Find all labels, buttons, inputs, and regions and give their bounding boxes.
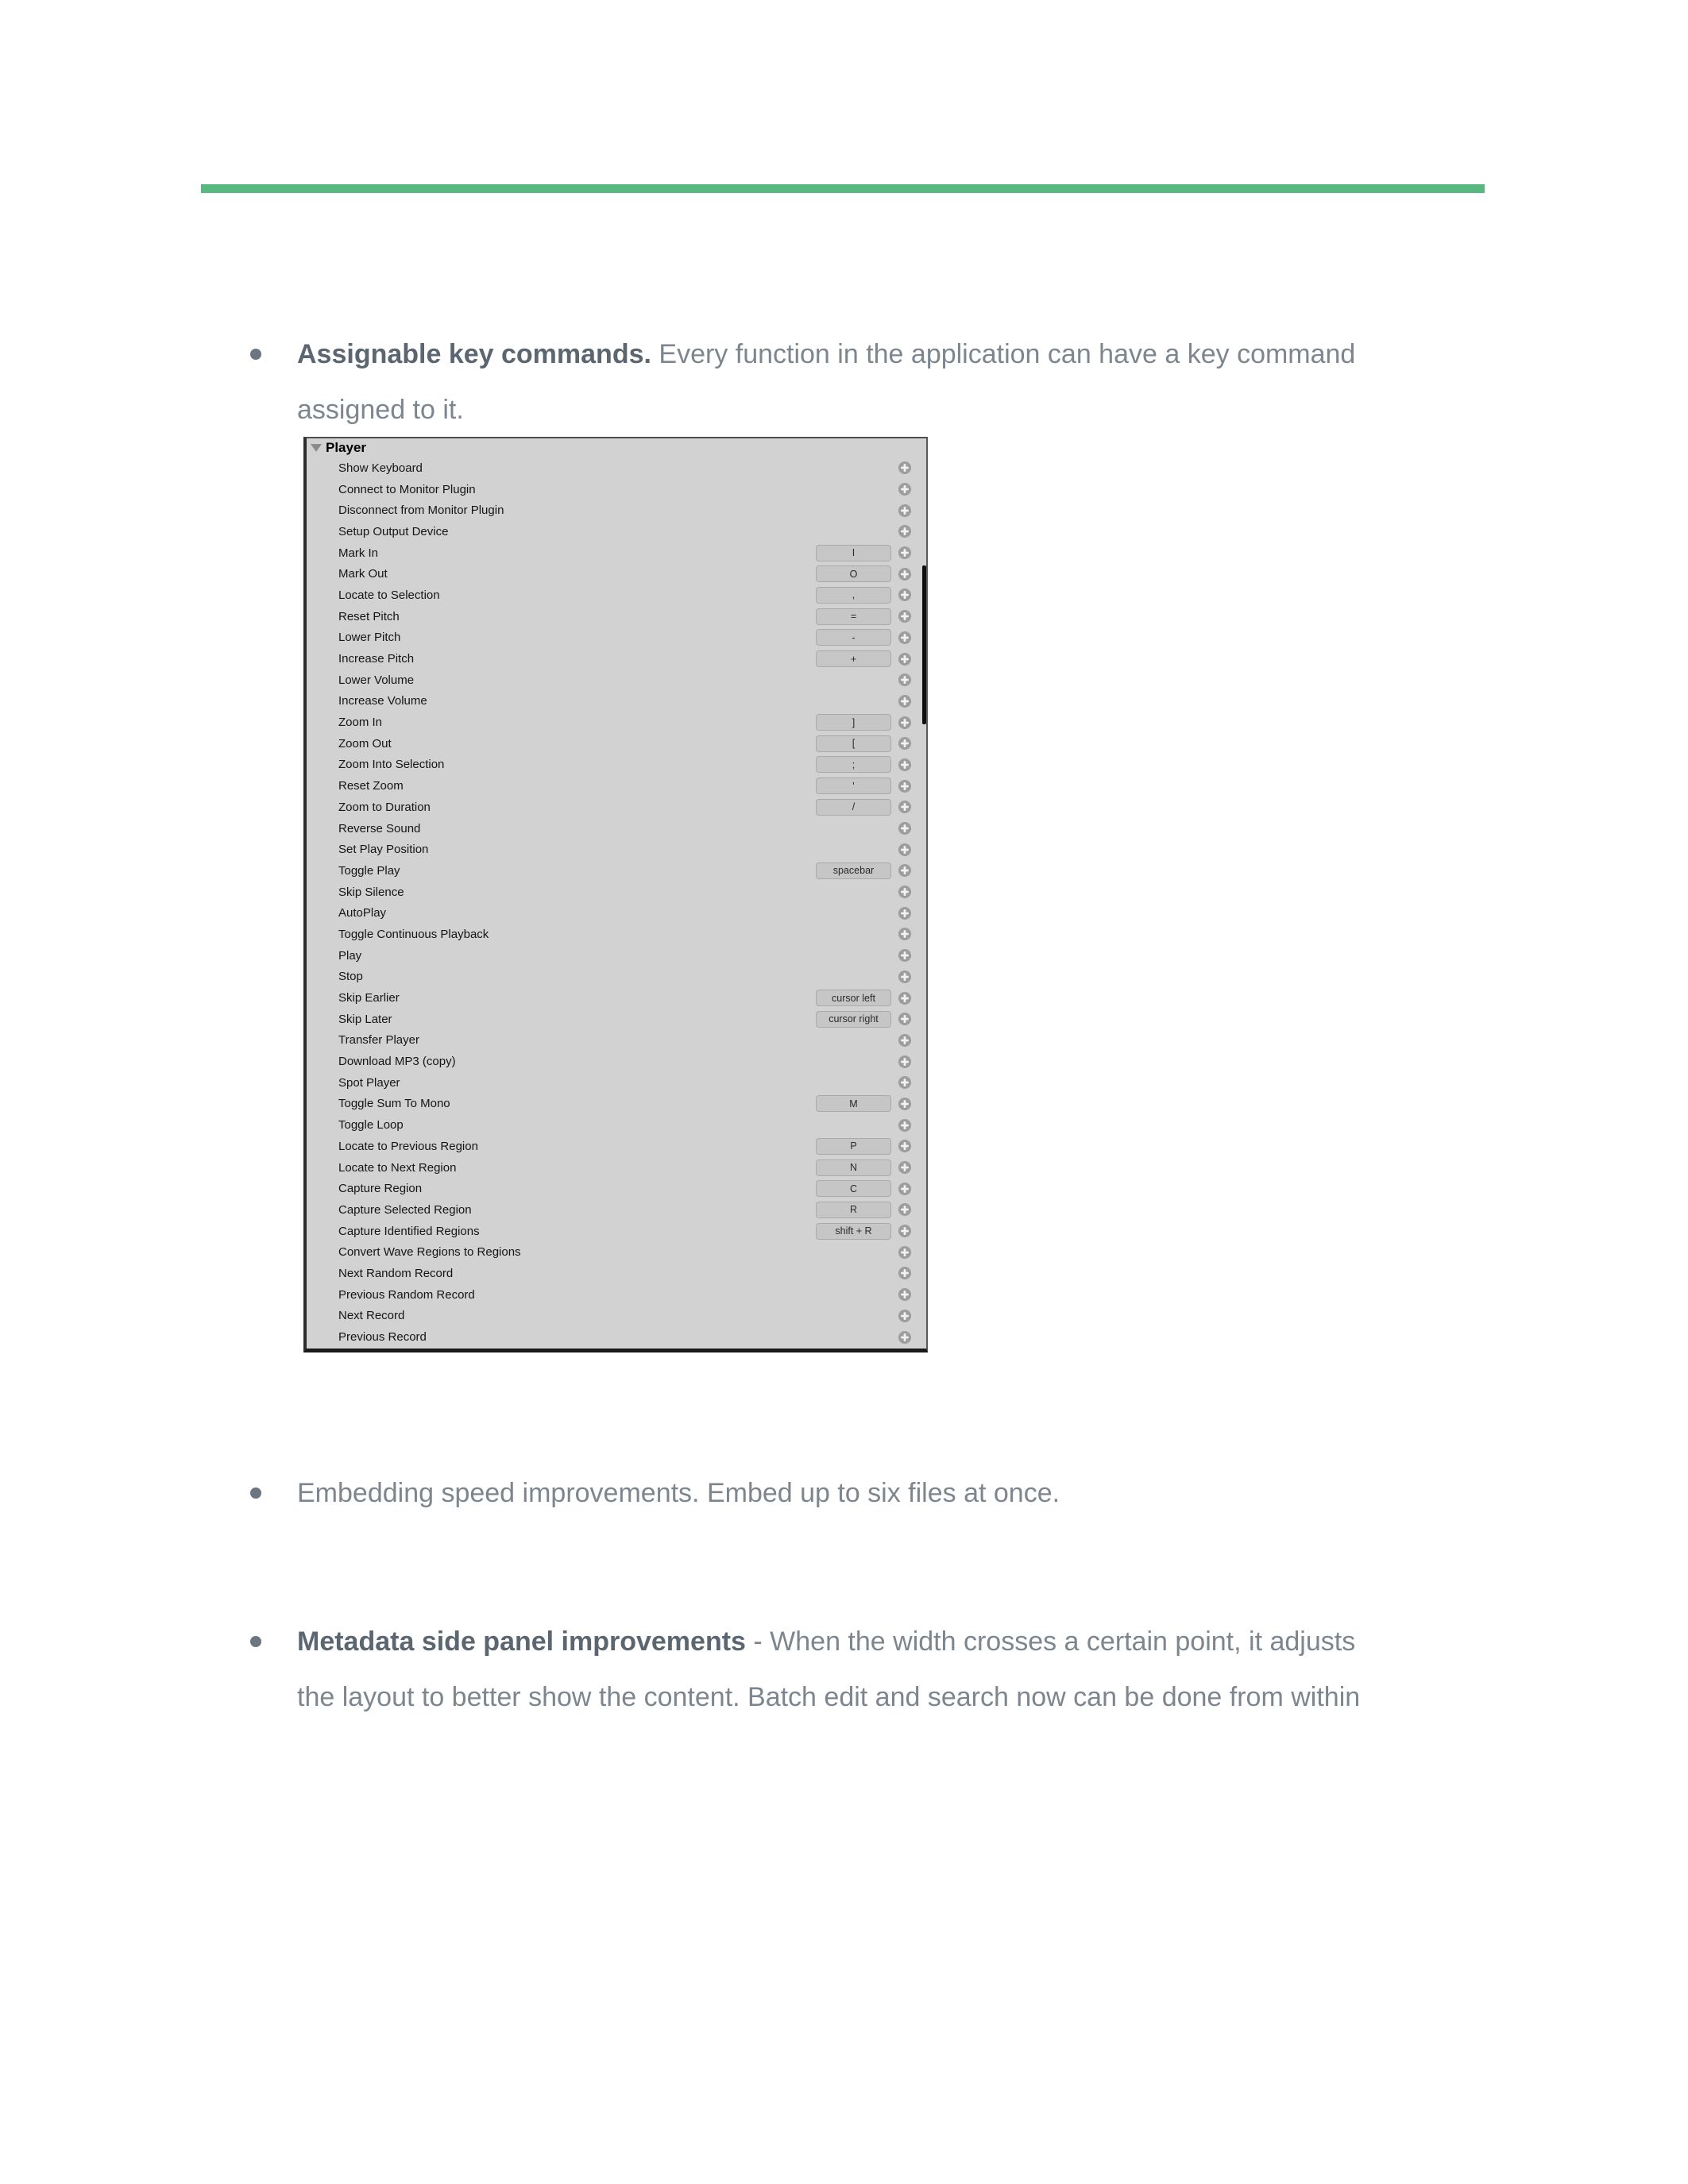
key-badge[interactable]: spacebar [816, 862, 891, 879]
key-command-row[interactable] [307, 1009, 926, 1030]
disclosure-triangle-icon[interactable] [311, 444, 322, 452]
key-command-label: Set Play Position [338, 843, 429, 857]
key-command-row[interactable] [307, 733, 926, 754]
key-command-row[interactable] [307, 691, 926, 712]
plus-circle-icon [898, 843, 911, 856]
key-command-row[interactable] [307, 1221, 926, 1242]
plus-circle-icon [898, 970, 911, 983]
key-command-row[interactable] [307, 1094, 926, 1115]
key-command-row[interactable] [307, 775, 926, 797]
key-badge[interactable]: ] [816, 714, 891, 731]
key-command-row[interactable] [307, 1051, 926, 1072]
key-command-label: Spot Player [338, 1075, 400, 1090]
key-badge[interactable]: P [816, 1138, 891, 1155]
key-command-label: Toggle Loop [338, 1118, 404, 1133]
plus-circle-icon [898, 483, 911, 496]
add-key-command-button[interactable] [898, 568, 911, 581]
key-command-label: Capture Region [338, 1182, 423, 1196]
key-command-row[interactable] [307, 1178, 926, 1199]
key-command-row[interactable] [307, 712, 926, 733]
bullet-line: Embedding speed improvements. Embed up to six files at once. [297, 1478, 1060, 1508]
add-key-command-button[interactable] [898, 461, 911, 474]
key-command-row[interactable] [307, 1136, 926, 1157]
plus-circle-icon [898, 546, 911, 559]
key-command-row[interactable] [307, 797, 926, 818]
key-command-label: Reset Zoom [338, 779, 404, 793]
key-badge[interactable]: shift + R [816, 1223, 891, 1240]
key-command-row[interactable] [307, 1263, 926, 1284]
key-badge[interactable]: I [816, 545, 891, 561]
add-key-command-button[interactable] [898, 588, 911, 601]
key-badge[interactable]: R [816, 1202, 891, 1218]
add-key-command-button[interactable] [898, 546, 911, 559]
key-command-row[interactable] [307, 585, 926, 606]
key-command-row[interactable] [307, 521, 926, 542]
bullet-icon [250, 1636, 261, 1647]
key-badge[interactable]: M [816, 1095, 891, 1112]
plus-circle-icon [898, 886, 911, 898]
key-command-row[interactable] [307, 902, 926, 924]
key-command-label: Zoom to Duration [338, 800, 431, 814]
key-command-row[interactable] [307, 1306, 926, 1327]
key-command-label: Next Random Record [338, 1266, 454, 1280]
plus-circle-icon [898, 864, 911, 877]
key-command-label: Locate to Selection [338, 588, 440, 602]
plus-circle-icon [898, 1055, 911, 1068]
add-key-command-button[interactable] [898, 483, 911, 496]
plus-circle-icon [898, 907, 911, 920]
plus-circle-icon [898, 716, 911, 729]
key-command-label: Show Keyboard [338, 461, 423, 475]
plus-circle-icon [898, 1140, 911, 1152]
key-command-label: Skip Later [338, 1012, 392, 1026]
key-command-label: Lower Pitch [338, 631, 401, 645]
key-badge[interactable]: = [816, 608, 891, 625]
key-command-label: Locate to Next Region [338, 1160, 457, 1175]
plus-circle-icon [898, 631, 911, 644]
key-command-label: Zoom In [338, 716, 383, 730]
key-badge[interactable]: , [816, 587, 891, 604]
key-command-label: Setup Output Device [338, 524, 449, 538]
key-command-row[interactable] [307, 1157, 926, 1179]
key-command-label: Zoom Out [338, 736, 392, 751]
bullet-bold-text: Metadata side panel improvements [297, 1626, 746, 1657]
plus-circle-icon [898, 1161, 911, 1174]
key-command-row[interactable] [307, 627, 926, 649]
key-command-label: Capture Selected Region [338, 1202, 472, 1217]
key-command-label: Skip Earlier [338, 991, 400, 1005]
add-key-command-button[interactable] [898, 1119, 911, 1132]
add-key-command-button[interactable] [898, 1140, 911, 1152]
key-command-label: Mark In [338, 546, 379, 560]
add-key-command-button[interactable] [898, 1076, 911, 1089]
bullet-item-embedding-speed [250, 1465, 1497, 1521]
bullet-item-key-commands [250, 326, 1497, 438]
plus-circle-icon [898, 568, 911, 581]
bullet-text [297, 1465, 1497, 1521]
add-key-command-button[interactable] [898, 610, 911, 623]
key-command-row[interactable] [307, 839, 926, 860]
plus-circle-icon [898, 653, 911, 666]
plus-circle-icon [898, 1225, 911, 1237]
bullet-line [297, 1614, 1497, 1669]
key-badge[interactable]: cursor left [816, 990, 891, 1006]
key-command-label: Skip Silence [338, 885, 404, 899]
plus-circle-icon [898, 758, 911, 771]
bullet-text [297, 326, 1497, 438]
key-command-row[interactable] [307, 457, 926, 479]
key-command-label: Disconnect from Monitor Plugin [338, 504, 504, 518]
key-command-rows [307, 457, 926, 1348]
key-command-label: Capture Identified Regions [338, 1224, 480, 1238]
bullet-line: assigned to it. [297, 395, 464, 425]
key-command-label: Locate to Previous Region [338, 1139, 478, 1153]
key-command-label: Toggle Sum To Mono [338, 1097, 450, 1111]
plus-circle-icon [898, 1310, 911, 1322]
add-key-command-button[interactable] [898, 822, 911, 835]
add-key-command-button[interactable] [898, 992, 911, 1005]
key-badge[interactable]: ; [816, 756, 891, 773]
add-key-command-button[interactable] [898, 631, 911, 644]
bullet-item-metadata-panel [250, 1614, 1497, 1725]
key-badge[interactable]: [ [816, 735, 891, 752]
key-badge[interactable]: C [816, 1180, 891, 1197]
key-command-row[interactable] [307, 987, 926, 1009]
key-badge[interactable]: O [816, 565, 891, 582]
bullet-line [297, 326, 1497, 382]
key-command-label: Next Record [338, 1309, 405, 1323]
plus-circle-icon [898, 1119, 911, 1132]
panel-header [307, 438, 926, 457]
key-command-label: Previous Random Record [338, 1287, 475, 1302]
plus-circle-icon [898, 801, 911, 813]
plus-circle-icon [898, 461, 911, 474]
key-command-label: Previous Record [338, 1330, 427, 1345]
bullet-regular-text: Every function in the application can have a key command [651, 339, 1356, 369]
add-key-command-button[interactable] [898, 1288, 911, 1301]
key-command-row[interactable] [307, 967, 926, 988]
key-command-row[interactable] [307, 563, 926, 585]
plus-circle-icon [898, 610, 911, 623]
key-command-label: Download MP3 (copy) [338, 1055, 456, 1069]
add-key-command-button[interactable] [898, 1183, 911, 1195]
plus-circle-icon [898, 928, 911, 940]
plus-circle-icon [898, 1288, 911, 1301]
plus-circle-icon [898, 504, 911, 517]
plus-circle-icon [898, 673, 911, 686]
key-command-label: Mark Out [338, 567, 388, 581]
key-command-row[interactable] [307, 669, 926, 691]
key-command-label: Stop [338, 970, 363, 984]
plus-circle-icon [898, 1076, 911, 1089]
plus-circle-icon [898, 695, 911, 708]
add-key-command-button[interactable] [898, 864, 911, 877]
key-command-row[interactable] [307, 924, 926, 945]
add-key-command-button[interactable] [898, 1246, 911, 1259]
bullet-regular-text: - When the width crosses a certain point, it adjusts [745, 1626, 1356, 1657]
add-key-command-button[interactable] [898, 1034, 911, 1047]
add-key-command-button[interactable] [898, 843, 911, 856]
plus-circle-icon [898, 1098, 911, 1110]
key-badge[interactable]: ' [816, 778, 891, 794]
key-badge[interactable]: N [816, 1160, 891, 1176]
add-key-command-button[interactable] [898, 1013, 911, 1025]
key-command-row[interactable] [307, 479, 926, 500]
key-badge[interactable]: - [816, 629, 891, 646]
key-command-row[interactable] [307, 1199, 926, 1221]
plus-circle-icon [898, 1331, 911, 1344]
key-command-row[interactable] [307, 945, 926, 967]
add-key-command-button[interactable] [898, 1098, 911, 1110]
plus-circle-icon [898, 1183, 911, 1195]
key-command-row[interactable] [307, 882, 926, 903]
add-key-command-button[interactable] [898, 673, 911, 686]
add-key-command-button[interactable] [898, 801, 911, 813]
key-command-row[interactable] [307, 648, 926, 669]
key-command-row[interactable] [307, 1072, 926, 1094]
key-command-label: Toggle Play [338, 863, 400, 878]
add-key-command-button[interactable] [898, 653, 911, 666]
key-command-label: Increase Pitch [338, 652, 415, 666]
add-key-command-button[interactable] [898, 886, 911, 898]
plus-circle-icon [898, 822, 911, 835]
add-key-command-button[interactable] [898, 949, 911, 962]
add-key-command-button[interactable] [898, 1225, 911, 1237]
key-badge[interactable]: cursor right [816, 1011, 891, 1028]
key-command-label: Play [338, 948, 362, 963]
add-key-command-button[interactable] [898, 695, 911, 708]
key-command-row[interactable] [307, 1326, 926, 1348]
bullet-icon [250, 1488, 261, 1499]
add-key-command-button[interactable] [898, 1161, 911, 1174]
plus-circle-icon [898, 1013, 911, 1025]
key-command-label: Reverse Sound [338, 821, 421, 835]
add-key-command-button[interactable] [898, 737, 911, 750]
key-command-row[interactable] [307, 1030, 926, 1051]
key-command-label: Lower Volume [338, 673, 415, 687]
add-key-command-button[interactable] [898, 758, 911, 771]
bullet-text [297, 1614, 1497, 1725]
key-command-label: Toggle Continuous Playback [338, 927, 489, 941]
key-command-row[interactable] [307, 1284, 926, 1306]
key-command-label: Connect to Monitor Plugin [338, 482, 476, 496]
bullet-line: the layout to better show the content. Batch edit and search now can be done from within [297, 1682, 1361, 1712]
add-key-command-button[interactable] [898, 1310, 911, 1322]
panel-title: Player [326, 440, 367, 455]
plus-circle-icon [898, 1203, 911, 1216]
key-command-label: Reset Pitch [338, 609, 400, 623]
key-command-row[interactable] [307, 1241, 926, 1263]
key-badge[interactable]: / [816, 799, 891, 816]
add-key-command-button[interactable] [898, 907, 911, 920]
plus-circle-icon [898, 737, 911, 750]
add-key-command-button[interactable] [898, 970, 911, 983]
add-key-command-button[interactable] [898, 504, 911, 517]
key-command-row[interactable] [307, 606, 926, 627]
key-commands-panel [303, 437, 928, 1352]
plus-circle-icon [898, 949, 911, 962]
add-key-command-button[interactable] [898, 928, 911, 940]
plus-circle-icon [898, 1034, 911, 1047]
key-command-row[interactable] [307, 500, 926, 521]
plus-circle-icon [898, 1246, 911, 1259]
plus-circle-icon [898, 780, 911, 793]
plus-circle-icon [898, 588, 911, 601]
add-key-command-button[interactable] [898, 1267, 911, 1279]
key-command-label: Zoom Into Selection [338, 758, 445, 772]
key-command-label: Transfer Player [338, 1033, 419, 1048]
add-key-command-button[interactable] [898, 780, 911, 793]
key-command-row[interactable] [307, 542, 926, 564]
add-key-command-button[interactable] [898, 1331, 911, 1344]
add-key-command-button[interactable] [898, 1203, 911, 1216]
add-key-command-button[interactable] [898, 525, 911, 538]
plus-circle-icon [898, 525, 911, 538]
key-command-row[interactable] [307, 754, 926, 776]
plus-circle-icon [898, 1267, 911, 1279]
key-command-row[interactable] [307, 860, 926, 882]
key-command-label: Increase Volume [338, 694, 427, 708]
key-command-row[interactable] [307, 1114, 926, 1136]
key-badge[interactable]: + [816, 650, 891, 667]
key-command-label: AutoPlay [338, 906, 387, 920]
bullet-icon [250, 349, 261, 360]
add-key-command-button[interactable] [898, 716, 911, 729]
key-command-label: Convert Wave Regions to Regions [338, 1245, 521, 1260]
key-command-row[interactable] [307, 818, 926, 839]
bullet-bold-text: Assignable key commands. [297, 339, 651, 369]
add-key-command-button[interactable] [898, 1055, 911, 1068]
plus-circle-icon [898, 992, 911, 1005]
top-accent-bar [201, 184, 1485, 193]
scrollbar-thumb[interactable] [922, 565, 926, 724]
